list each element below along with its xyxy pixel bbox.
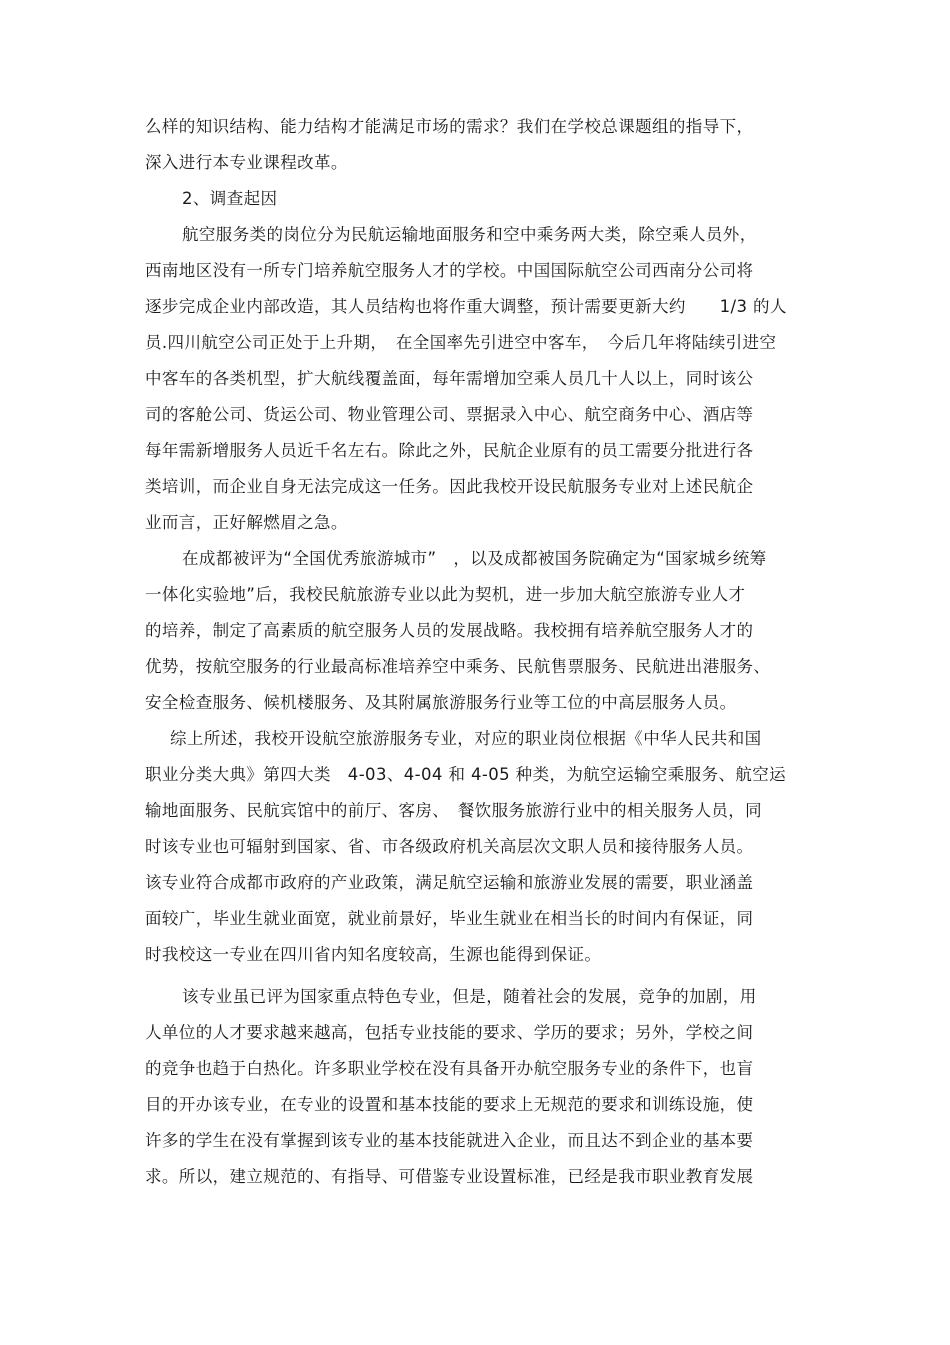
text-line: 员.四川航空公司正处于上升期， 在全国率先引进空中客车， 今后几年将陆续引进空 (145, 333, 777, 352)
text-line: 时该专业也可辐射到国家、省、市各级政府机关高层次文职人员和接待服务人员。 (145, 837, 754, 856)
text-line: 一体化实验地”后，我校民航旅游专业以此为契机，进一步加大航空旅游专业人才 (145, 585, 746, 604)
text-line: 在成都被评为“全国优秀旅游城市” ，以及成都被国务院确定为“国家城乡统筹 (182, 549, 767, 568)
text-line: 优势，按航空服务的行业最高标准培养空中乘务、民航售票服务、民航进出港服务、 (145, 657, 771, 676)
text-line: 么样的知识结构、能力结构才能满足市场的需求？我们在学校总课题组的指导下， (145, 117, 754, 136)
text-line: 许多的学生在没有掌握到该专业的基本技能就进入企业，而且达不到企业的基本要 (145, 1131, 754, 1150)
section-heading: 2、调查起因 (182, 189, 278, 208)
text-line: 输地面服务、民航宾馆中的前厅、客房、 餐饮服务旅游行业中的相关服务人员，同 (145, 801, 763, 820)
text-line: 逐步完成企业内部改造，其人员结构也将作重大调整，预计需要更新大约 1/3 的人 (145, 297, 787, 316)
text-line: 综上所述，我校开设航空旅游服务专业，对应的职业岗位根据《中华人民共和国 (170, 729, 762, 748)
text-line: 目的开办该专业，在专业的设置和基本技能的要求上无规范的要求和训练设施，使 (145, 1095, 754, 1114)
text-line: 的竞争也趋于白热化。许多职业学校在没有具备开办航空服务专业的条件下，也盲 (145, 1059, 754, 1078)
text-line: 类培训，而企业自身无法完成这一任务。因此我校开设民航服务专业对上述民航企 (145, 477, 754, 496)
text-line: 中客车的各类机型，扩大航线覆盖面，每年需增加空乘人员几十人以上，同时该公 (145, 369, 754, 388)
text-line: 求。所以，建立规范的、有指导、可借鉴专业设置标准，已经是我市职业教育发展 (145, 1167, 754, 1186)
text-line: 时我校这一专业在四川省内知名度较高，生源也能得到保证。 (145, 945, 602, 964)
text-line: 该专业符合成都市政府的产业政策，满足航空运输和旅游业发展的需要，职业涵盖 (145, 873, 754, 892)
text-line: 该专业虽已评为国家重点特色专业，但是，随着社会的发展，竞争的加剧，用 (182, 987, 757, 1006)
text-line: 的培养，制定了高素质的航空服务人员的发展战略。我校拥有培养航空服务人才的 (145, 621, 754, 640)
text-line: 安全检查服务、候机楼服务、及其附属旅游服务行业等工位的中高层服务人员。 (145, 693, 737, 712)
text-line: 每年需新增服务人员近千名左右。除此之外，民航企业原有的员工需要分批进行各 (145, 441, 754, 460)
text-line: 深入进行本专业课程改革。 (145, 153, 348, 172)
text-line: 业而言，正好解燃眉之急。 (145, 513, 348, 532)
text-line: 职业分类大典》第四大类 4-03、4-04 和 4-05 种类，为航空运输空乘服务、航空运 (145, 765, 787, 784)
text-line: 西南地区没有一所专门培养航空服务人才的学校。中国国际航空公司西南分公司将 (145, 261, 754, 280)
text-line: 人单位的人才要求越来越高，包括专业技能的要求、学历的要求；另外，学校之间 (145, 1023, 754, 1042)
text-line: 面较广，毕业生就业面宽，就业前景好，毕业生就业在相当长的时间内有保证，同 (145, 909, 754, 928)
text-line: 司的客舱公司、货运公司、物业管理公司、票据录入中心、航空商务中心、酒店等 (145, 405, 754, 424)
text-line: 航空服务类的岗位分为民航运输地面服务和空中乘务两大类，除空乘人员外， (182, 225, 757, 244)
